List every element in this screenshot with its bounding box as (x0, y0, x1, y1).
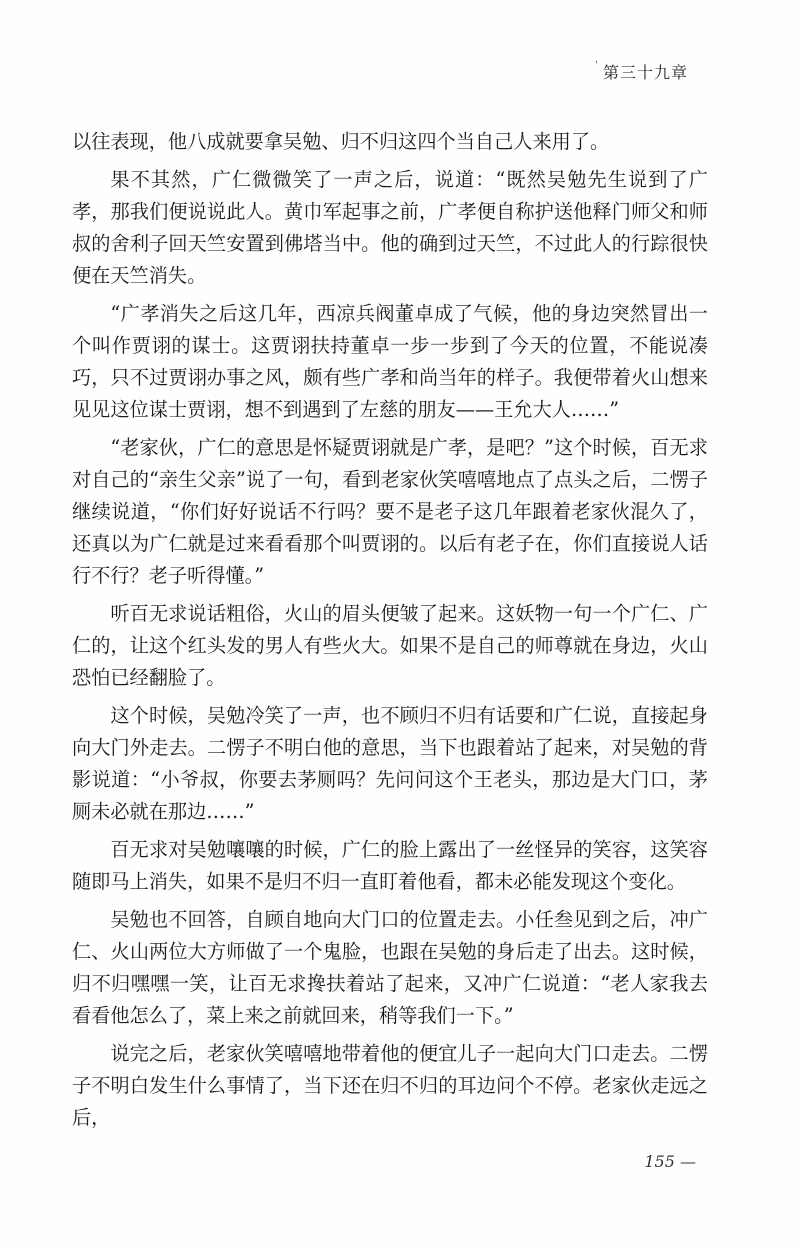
page-number: 155 — (644, 1152, 696, 1171)
paragraph-4: “老家伙，广仁的意思是怀疑贾诩就是广孝，是吧？”这个时候，百无求对自己的“亲生父亲”说了一句，看到老家伙笑嘻嘻地点了点头之后，二愣子继续说道，“你们好好说话不行吗？要不是老子这几年跟着老家伙混久了，还真以为广仁就是过来看看那个叫贾诩的。以后有老子在，你们直接说人话行不行？老子听得懂。” (72, 436, 708, 587)
paragraph-7: 百无求对吴勉嚷嚷的时候，广仁的脸上露出了一丝怪异的笑容，这笑容随即马上消失，如果不是归不归一直盯着他看，都未必能发现这个变化。 (72, 838, 708, 893)
paragraph-8: 吴勉也不回答，自顾自地向大门口的位置走去。小任叁见到之后，冲广仁、火山两位大方师做了一个鬼脸，也跟在吴勉的身后走了出去。这时候，归不归嘿嘿一笑，让百无求搀扶着站了起来，又冲广仁说道：“老人家我去看看他怎么了，菜上来之前就回来，稍等我们一下。” (72, 908, 708, 1027)
header-tick-mark: ' (595, 60, 598, 71)
chapter-running-header: 第三十九章 (602, 63, 688, 82)
paragraph-5: 听百无求说话粗俗，火山的眉头便皱了起来。这妖物一句一个广仁、广仁的，让这个红头发的男人有些火大。如果不是自己的师尊就在身边，火山恐怕已经翻脸了。 (72, 602, 708, 689)
paragraph-3: “广孝消失之后这几年，西凉兵阀董卓成了气候，他的身边突然冒出一个叫作贾诩的谋士。这贾诩扶持董卓一步一步到了今天的位置，不能说凑巧，只不过贾诩办事之风，颇有些广孝和尚当年的样子。我便带着火山想来见见这位谋士贾诩，想不到遇到了左慈的朋友——王允大人……” (72, 302, 708, 421)
paragraph-9: 说完之后，老家伙笑嘻嘻地带着他的便宜儿子一起向大门口走去。二愣子不明白发生什么事情了，当下还在归不归的耳边问个不停。老家伙走远之后， (72, 1042, 708, 1129)
paragraph-1: 以往表现，他八成就要拿吴勉、归不归这四个当自己人来用了。 (72, 130, 610, 153)
body-text (72, 126, 708, 1140)
paragraph-2: 果不其然，广仁微微笑了一声之后，说道：“既然吴勉先生说到了广孝，那我们便说说此人。黄巾军起事之前，广孝便自称护送他释门师父和师叔的舍利子回天竺安置到佛塔当中。他的确到过天竺，不过此人的行踪很快便在天竺消失。 (72, 168, 708, 287)
paragraph-6: 这个时候，吴勉冷笑了一声，也不顾归不归有话要和广仁说，直接起身向大门外走去。二愣子不明白他的意思，当下也跟着站了起来，对吴勉的背影说道：“小爷叔，你要去茅厕吗？先问问这个王老头，那边是大门口，茅厕未必就在那边……” (72, 704, 708, 823)
